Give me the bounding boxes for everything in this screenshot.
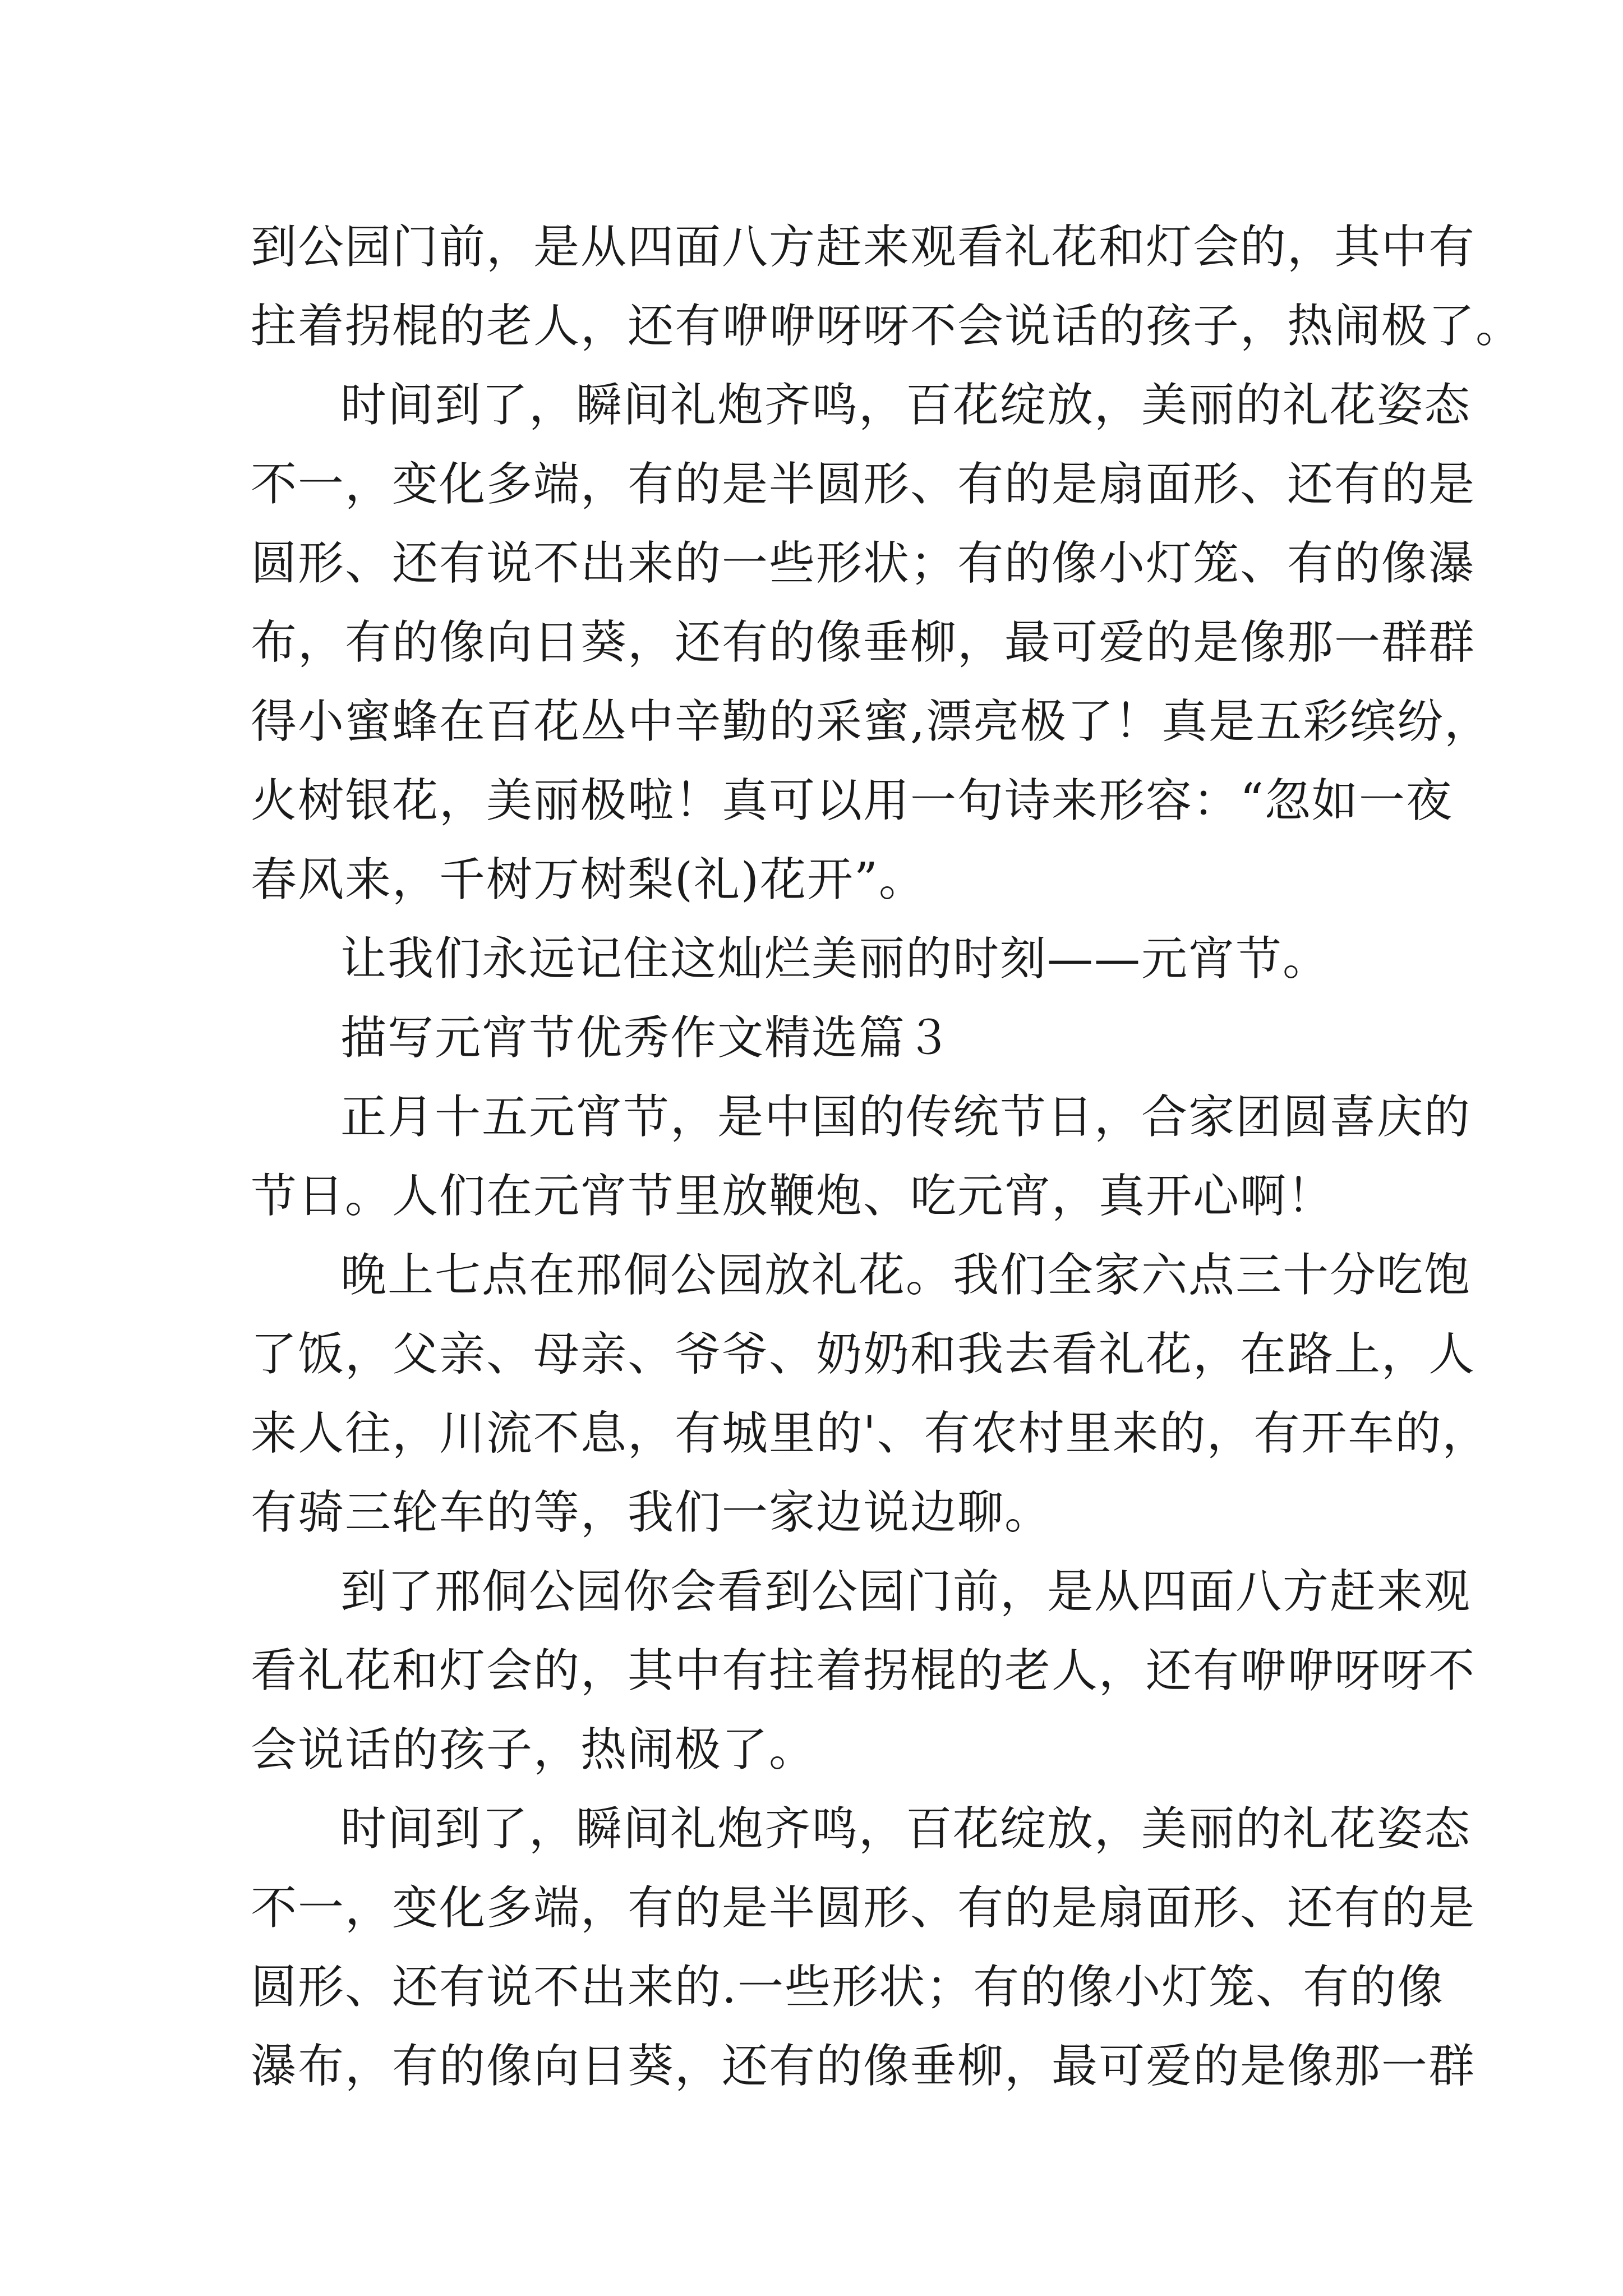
- text-line-3: 时间到了，瞬间礼炮齐鸣，百花绽放，美丽的礼花姿态: [340, 379, 1472, 432]
- text-line-2: 拄着拐棍的老人，还有咿咿呀呀不会说话的孩子，热闹极了。: [251, 300, 1523, 353]
- text-line-16: 来人往，川流不息，有城里的'、有农村里来的，有开车的，: [251, 1407, 1490, 1460]
- text-line-18: 到了邢侗公园你会看到公园门前，是从四面八方赶来观: [340, 1565, 1472, 1618]
- text-line-14: 晚上七点在邢侗公园放礼花。我们全家六点三十分吃饱: [340, 1249, 1472, 1302]
- text-line-8: 火树银花，美丽极啦！真可以用一句诗来形容：“忽如一夜: [251, 774, 1453, 827]
- text-line-10: 让我们永远记住这灿烂美丽的时刻——元宵节。: [340, 932, 1330, 986]
- text-line-1: 到公园门前，是从四面八方赶来观看礼花和灯会的，其中有: [251, 220, 1476, 274]
- text-line-22: 不一，变化多端，有的是半圆形、有的是扇面形、还有的是: [251, 1881, 1476, 1935]
- text-line-15: 了饭，父亲、母亲、爷爷、奶奶和我去看礼花，在路上，人: [251, 1328, 1476, 1381]
- text-line-4: 不一，变化多端，有的是半圆形、有的是扇面形、还有的是: [251, 458, 1476, 511]
- text-line-5: 圆形、还有说不出来的一些形状；有的像小灯笼、有的像瀑: [251, 537, 1476, 590]
- text-line-24: 瀑布，有的像向日葵，还有的像垂柳，最可爱的是像那一群: [251, 2040, 1476, 2093]
- document-body: [251, 208, 1523, 2106]
- text-line-21: 时间到了，瞬间礼炮齐鸣，百花绽放，美丽的礼花姿态: [340, 1802, 1472, 1856]
- text-line-12: 正月十五元宵节，是中国的传统节日，合家团圆喜庆的: [340, 1091, 1472, 1144]
- text-line-17: 有骑三轮车的等，我们一家边说边聊。: [251, 1486, 1052, 1539]
- text-line-6: 布，有的像向日葵，还有的像垂柳，最可爱的是像那一群群: [251, 616, 1476, 669]
- text-line-7: 得小蜜蜂在百花丛中辛勤的采蜜,漂亮极了！真是五彩缤纷，: [251, 695, 1492, 748]
- text-line-20: 会说话的孩子，热闹极了。: [251, 1723, 817, 1777]
- text-line-9: 春风来，千树万树梨(礼)花开”。: [251, 853, 926, 907]
- text-line-23: 圆形、还有说不出来的.一些形状；有的像小灯笼、有的像: [251, 1961, 1445, 2014]
- text-line-19: 看礼花和灯会的，其中有拄着拐棍的老人，还有咿咿呀呀不: [251, 1644, 1476, 1697]
- text-line-13: 节日。人们在元宵节里放鞭炮、吃元宵，真开心啊！: [251, 1170, 1335, 1223]
- section-heading: 描写元宵节优秀作文精选篇３: [340, 1011, 953, 1065]
